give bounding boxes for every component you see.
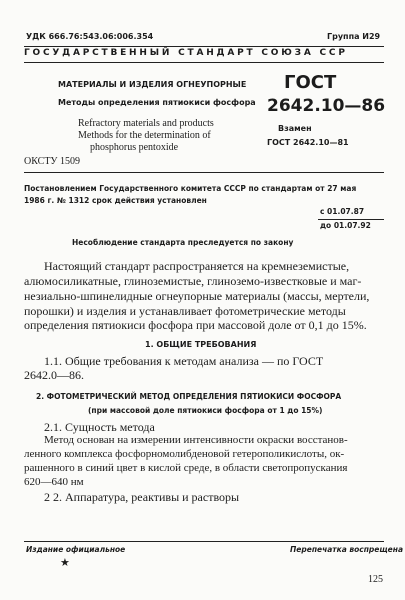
intro-line-3: незиально-шпинелидные огнеупорные материалы (массы, мертели, (24, 289, 370, 303)
official-edition-note: Издание официальное (26, 545, 126, 554)
udc-code: УДК 666.76:543.06:006.354 (26, 32, 154, 41)
clause-2-1-line1: Метод основан на измерении интенсивности окраски восстанов- (44, 434, 348, 446)
gost-number: 2642.10—86 (267, 96, 386, 116)
section-2-subheading: (при массовой доле пятиокиси фосфора от 1 до 15%) (88, 406, 323, 415)
decree-line1: Постановлением Государственного комитета СССР по стандартам от 27 мая (24, 184, 357, 193)
intro-line-2: алюмосиликатные, глиноземистые, глиноземо-известковые и маг- (24, 274, 362, 288)
reprint-prohibited-note: Перепечатка воспрещена (290, 545, 404, 554)
page-number: 125 (368, 574, 383, 585)
header-rule-bottom (24, 62, 384, 63)
intro-line-5: определения пятиокиси фосфора при массовой доле от 0,1 до 15%. (24, 318, 367, 332)
replaces-label: Взамен (278, 124, 312, 133)
decree-line2: 1986 г. № 1312 срок действия установлен (24, 196, 207, 205)
clause-2-1-line4: 620—640 нм (24, 476, 84, 488)
gost-label: ГОСТ (284, 72, 337, 93)
clause-2-1-line3: рашенного в синий цвет в кислой среде, в области светопропускания (24, 462, 348, 474)
title-block-rule (24, 172, 384, 173)
compliance-warning: Несоблюдение стандарта преследуется по закону (72, 238, 294, 247)
section-1-line2: 2642.0—86. (24, 368, 84, 382)
title-en-line1: Refractory materials and products (78, 118, 214, 129)
intro-line-1: Настоящий стандарт распространяется на кремнеземистые, (44, 259, 350, 273)
date-divider (318, 219, 384, 220)
valid-to-date: до 01.07.92 (320, 221, 371, 230)
standard-banner: ГОСУДАРСТВЕННЫЙ СТАНДАРТ СОЮЗА ССР (24, 48, 348, 58)
title-ru: МАТЕРИАЛЫ И ИЗДЕЛИЯ ОГНЕУПОРНЫЕ (58, 80, 247, 89)
valid-from-date: с 01.07.87 (320, 207, 365, 216)
footer-rule (24, 541, 384, 542)
clause-2-1-title: 2.1. Сущность метода (44, 420, 155, 434)
replaces-value: ГОСТ 2642.10—81 (267, 138, 349, 147)
title-en-line3: phosphorus pentoxide (90, 142, 179, 153)
star-mark: ★ (60, 557, 70, 569)
section-2-heading: 2. ФОТОМЕТРИЧЕСКИЙ МЕТОД ОПРЕДЕЛЕНИЯ ПЯТИОКИСИ ФОСФОРА (36, 392, 342, 401)
okstu-code: ОКСТУ 1509 (24, 156, 81, 167)
section-1-heading: 1. ОБЩИЕ ТРЕБОВАНИЯ (145, 340, 257, 349)
clause-2-2-title: 2 2. Аппаратура, реактивы и растворы (44, 490, 240, 504)
clause-2-1-line2: ленного комплекса фосфорномолибденовой гетерополикислоты, ок- (24, 448, 345, 460)
subtitle-ru: Методы определения пятиокиси фосфора (58, 98, 256, 107)
title-en-line2: Methods for the determination of (78, 130, 211, 141)
intro-line-4: порошки) и изделия и устанавливает фотометрические методы (24, 304, 346, 318)
group-code: Группа И29 (327, 32, 381, 41)
section-1-line1: 1.1. Общие требования к методам анализа — по ГОСТ (44, 354, 324, 368)
header-rule-top (24, 46, 384, 47)
